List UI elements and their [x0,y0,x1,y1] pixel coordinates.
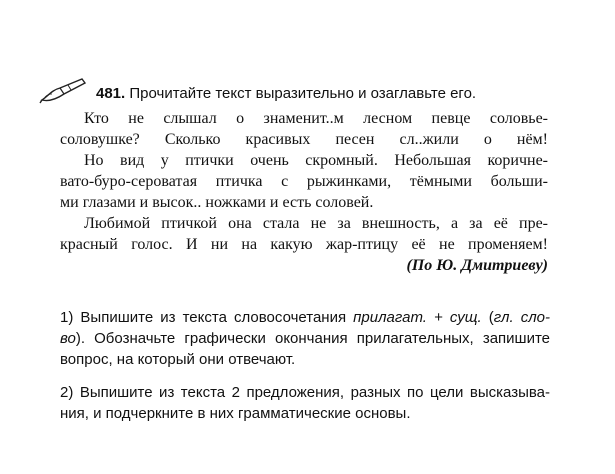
reading-text [60,108,548,255]
question-line [60,307,550,328]
task-instruction: Прочитайте текст выразительно и озаглавьте его. [129,85,477,102]
text-line: Любимой птичкой она стала не за внешность, а за её пре- [84,215,548,232]
question-text: ). Обозначьте графически окончания прилагательных, запишите [75,330,550,347]
question-2 [60,382,550,424]
text-line: соловушке? Сколько красивых песен сл..жили о нём! [60,131,548,148]
question-text: 1) Выпишите из текста словосочетания [60,309,354,326]
text-line: Кто не слышал о знаменит..м лесном певце соловье- [84,110,548,127]
question-italic: прилагат. + сущ. [353,309,482,326]
question-line [60,328,550,349]
text-line: красный голос. И ни на какую жар-птицу её не променяем! [60,236,548,253]
question-1 [60,307,550,370]
text-line: Но вид у птички очень скромный. Небольшая коричне- [84,152,548,169]
pen-icon [38,76,88,106]
text-line: вато-буро-сероватая птичка с рыжинками, тёмными больши- [60,173,548,190]
question-line: 2) Выпишите из текста 2 предложения, разных по цели высказыва- [60,384,550,401]
task-heading [96,85,476,102]
author-attribution: (По Ю. Дмитриеву) [406,257,548,274]
task-number: 481. [96,85,126,102]
text-line: ми глазами и высок.. ножками и есть соловей. [60,194,374,211]
question-italic: во [60,330,76,347]
question-line: ния, и подчеркните в них грамматические основы. [60,405,411,422]
question-italic: гл. сло- [493,309,550,326]
question-line: вопрос, на который они отвечают. [60,351,296,368]
question-text: ( [481,309,494,326]
